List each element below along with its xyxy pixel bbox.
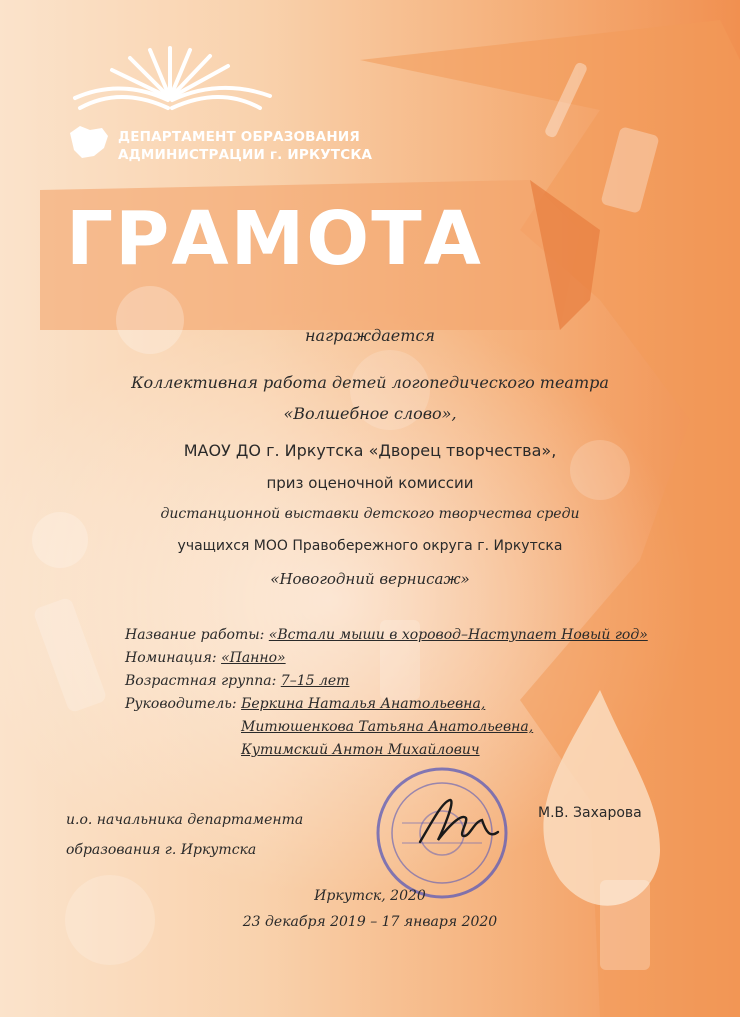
org-line-2: АДМИНИСТРАЦИИ г. ИРКУТСКА: [118, 147, 373, 163]
signatory-name: М.В. Захарова: [538, 805, 642, 821]
nomination-row: [125, 647, 648, 670]
awarded-text: награждается: [304, 326, 435, 345]
recipient-line-5: дистанционной выставки детского творчества среди: [160, 506, 580, 522]
recipient-line-1: Коллективная работа детей логопедического театра: [131, 373, 609, 392]
age-group-value: 7–15 лет: [280, 673, 350, 689]
leader-name-3: Кутимский Антон Михайлович: [241, 742, 480, 758]
recipient-line-6: учащихся МОО Правобережного округа г. Иркутска: [177, 538, 563, 554]
recipient-line-2: «Волшебное слово»,: [283, 404, 457, 423]
signatory-position-line-2: образования г. Иркутска: [66, 842, 257, 858]
leader-row-2: [125, 716, 648, 739]
city-year: Иркутск, 2020: [314, 888, 426, 904]
nomination-value: «Панно»: [221, 650, 286, 666]
leader-name-1: Беркина Наталья Анатольевна,: [241, 696, 486, 712]
age-group-label: Возрастная группа:: [125, 673, 277, 689]
handwritten-signature: [412, 792, 502, 852]
event-dates: 23 декабря 2019 – 17 января 2020: [242, 914, 498, 930]
work-title-value: «Встали мыши в хоровод–Наступает Новый год»: [268, 627, 648, 643]
nomination-label: Номинация:: [125, 650, 217, 666]
signatory-position-line-1: и.о. начальника департамента: [66, 812, 304, 828]
signatory-position: [66, 805, 303, 865]
leader-label: Руководитель:: [125, 696, 237, 712]
leader-name-2: Митюшенкова Татьяна Анатольевна,: [241, 719, 534, 735]
leader-row: [125, 693, 648, 716]
work-title-label: Название работы:: [125, 627, 265, 643]
recipient-line-4: приз оценочной комиссии: [266, 474, 474, 492]
organization-name: [118, 128, 372, 164]
recipient-line-7: «Новогодний вернисаж»: [270, 570, 470, 588]
work-title-row: [125, 624, 648, 647]
org-line-1: ДЕПАРТАМЕНТ ОБРАЗОВАНИЯ: [118, 129, 360, 145]
certificate-title: ГРАМОТА: [66, 196, 483, 282]
recipient-line-3: МАОУ ДО г. Иркутска «Дворец творчества»,: [183, 441, 557, 460]
age-group-row: [125, 670, 648, 693]
leader-row-3: [125, 739, 648, 762]
work-details: [125, 624, 648, 762]
